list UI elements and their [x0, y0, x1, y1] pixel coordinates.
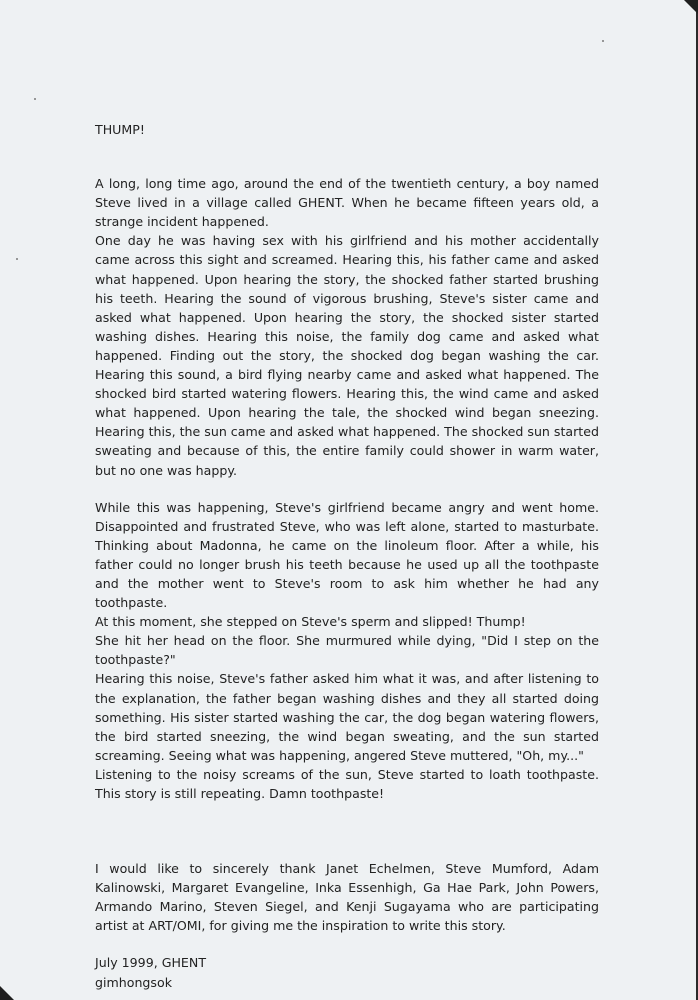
story-paragraph: One day he was having sex with his girlfriend and his mother accidentally came across this sight and screamed. Hearing this, his father came and asked what happened. Upon hearing the story, the shocked father started brushing his teeth. Hearing the sound of vigorous brushing, Steve's sister came and asked what happened. Upon hearing the story, the shocked sister started washing dishes. Hearing this noise, the family dog came and asked what happened. Finding out the story, the shocked dog began washing the car. Hearing this sound, a bird flying nearby came and asked what happened. The shocked bird started watering flowers. Hearing this, the wind came and asked what happened. Upon hearing the tale, the shocked wind began sneezing. Hearing this, the sun came and asked what happened. The shocked sun started sweating and because of this, the entire family could shower in warm water, but no one was happy. [95, 233, 599, 478]
story-paragraph: Hearing this noise, Steve's father asked him what it was, and after listening to the explanation, the father began washing dishes and they all started doing something. His sister started washing the car, the dog began watering flowers, the bird started sneezing, the wind began sweating, and the sun started screaming. Seeing what was happening, angered Steve muttered, "Oh, my..." [95, 671, 599, 763]
story-paragraph: Listening to the noisy screams of the sun, Steve started to loath toothpaste. This story is still repeating. Damn toothpaste! [95, 766, 599, 801]
signature-author: gimhongsok [95, 974, 172, 990]
paper-speck [34, 98, 36, 100]
scan-corner-bottom-left [0, 986, 14, 1000]
document-body [95, 120, 599, 992]
document-title: THUMP! [95, 122, 145, 137]
story-paragraph: She hit her head on the floor. She murmured while dying, "Did I step on the toothpaste?" [95, 633, 599, 668]
section-spacer [95, 803, 599, 859]
section-spacer [95, 935, 599, 953]
scan-corner-top-right [684, 0, 698, 14]
paper-speck [16, 258, 18, 260]
signature-date-place: July 1999, GHENT [95, 955, 207, 971]
story-paragraph: A long, long time ago, around the end of the twentieth century, a boy named Steve lived in a village called GHENT. When he became fifteen years old, a strange incident happened. [95, 176, 599, 230]
paper-speck [602, 40, 604, 42]
paragraph-spacer [95, 480, 599, 498]
story-paragraph: While this was happening, Steve's girlfriend became angry and went home. Disappointed and frustrated Steve, who was left alone, started to masturbate. Thinking about Madonna, he came on the linoleum floor. After a while, his father could no longer brush his teeth because he used up all the toothpaste and the mother went to Steve's room to ask him whether he had any toothpaste. [95, 499, 599, 611]
acknowledgement-paragraph: I would like to sincerely thank Janet Echelmen, Steve Mumford, Adam Kalinowski, Margaret Evangeline, Inka Essenhigh, Ga Hae Park, John Powers, Armando Marino, Steven Siegel, and Kenji Sugayama who are participating artist at ART/OMI, for giving me the inspiration to write this story. [95, 861, 599, 934]
story-paragraph: At this moment, she stepped on Steve's sperm and slipped! Thump! [95, 614, 526, 630]
